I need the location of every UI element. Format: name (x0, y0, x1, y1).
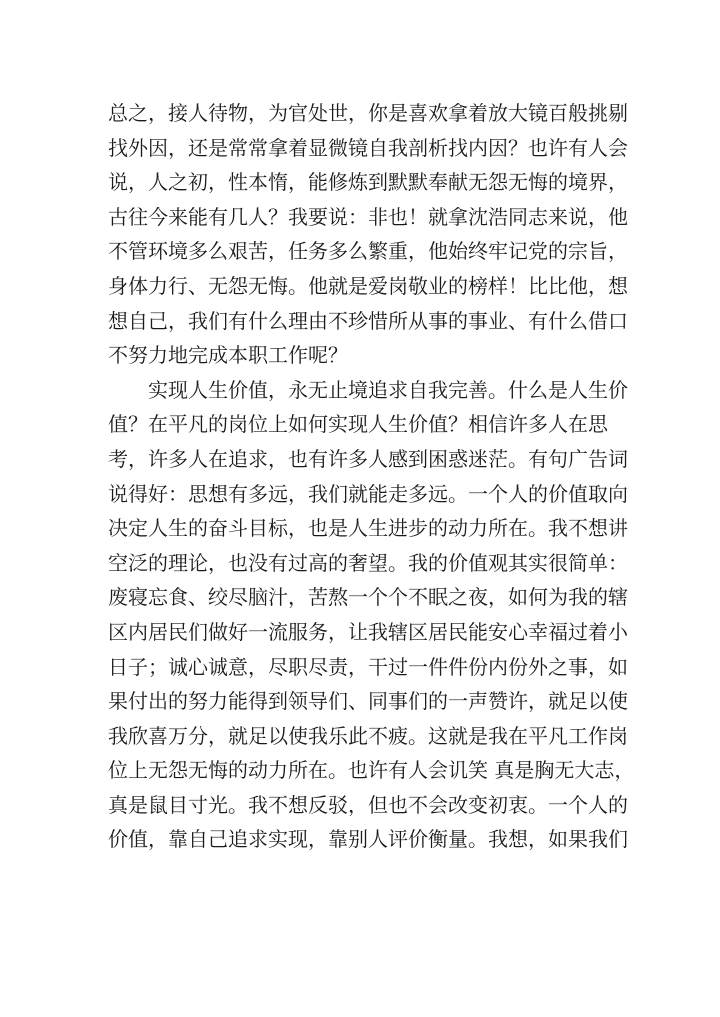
text-line: 不管环境多么艰苦，任务多么繁重，他始终牢记党的宗旨， (108, 239, 628, 264)
text-line: 区内居民们做好一流服务，让我辖区居民能安心幸福过着小 (108, 619, 628, 644)
text-line: 决定人生的奋斗目标，也是人生进步的动力所在。我不想讲 (108, 516, 628, 541)
text-line: 我欣喜万分，就足以使我乐此不疲。这就是我在平凡工作岗 (108, 723, 628, 748)
body-text (108, 96, 635, 857)
text-line: 废寝忘食、绞尽脑汁，苦熬一个个不眠之夜，如何为我的辖 (108, 585, 628, 610)
text-line: 身体力行、无怨无悔。他就是爱岗敬业的榜样！比比他，想 (108, 273, 628, 298)
text-line: 古往今来能有几人？我要说：非也！就拿沈浩同志来说，他 (108, 204, 628, 229)
text-line: 找外因，还是常常拿着显微镜自我剖析找内因？也许有人会 (108, 135, 628, 160)
text-line: 总之，接人待物，为官处世，你是喜欢拿着放大镜百般挑剔 (108, 101, 628, 125)
text-line: 想自己，我们有什么理由不珍惜所从事的事业、有什么借口 (108, 308, 628, 333)
text-line: 不努力地完成本职工作呢？ (108, 343, 348, 368)
text-line: 果付出的努力能得到领导们、同事们的一声赞许，就足以使 (108, 689, 628, 714)
text-line: 位上无怨无悔的动力所在。也许有人会讥笑 真是胸无大志， (108, 758, 635, 783)
text-line: 说得好：思想有多远，我们就能走多远。一个人的价值取向 (108, 481, 628, 506)
text-line: 空泛的理论，也没有过高的奢望。我的价值观其实很简单： (108, 550, 628, 575)
text-line: 值？在平凡的岗位上如何实现人生价值？相信许多人在思 (108, 412, 608, 437)
text-line: 考，许多人在追求，也有许多人感到困惑迷茫。有句广告词 (108, 446, 628, 471)
text-line: 日子；诚心诚意，尽职尽责，干过一件件份内份外之事，如 (108, 654, 628, 679)
text-line: 实现人生价值，永无止境追求自我完善。什么是人生价 (108, 377, 628, 402)
text-line: 价值，靠自己追求实现，靠别人评价衡量。我想，如果我们 (108, 827, 628, 852)
text-line: 说，人之初，性本惰，能修炼到默默奉献无怨无悔的境界， (108, 170, 628, 195)
text-line: 真是鼠目寸光。我不想反驳，但也不会改变初衷。一个人的 (108, 792, 628, 817)
